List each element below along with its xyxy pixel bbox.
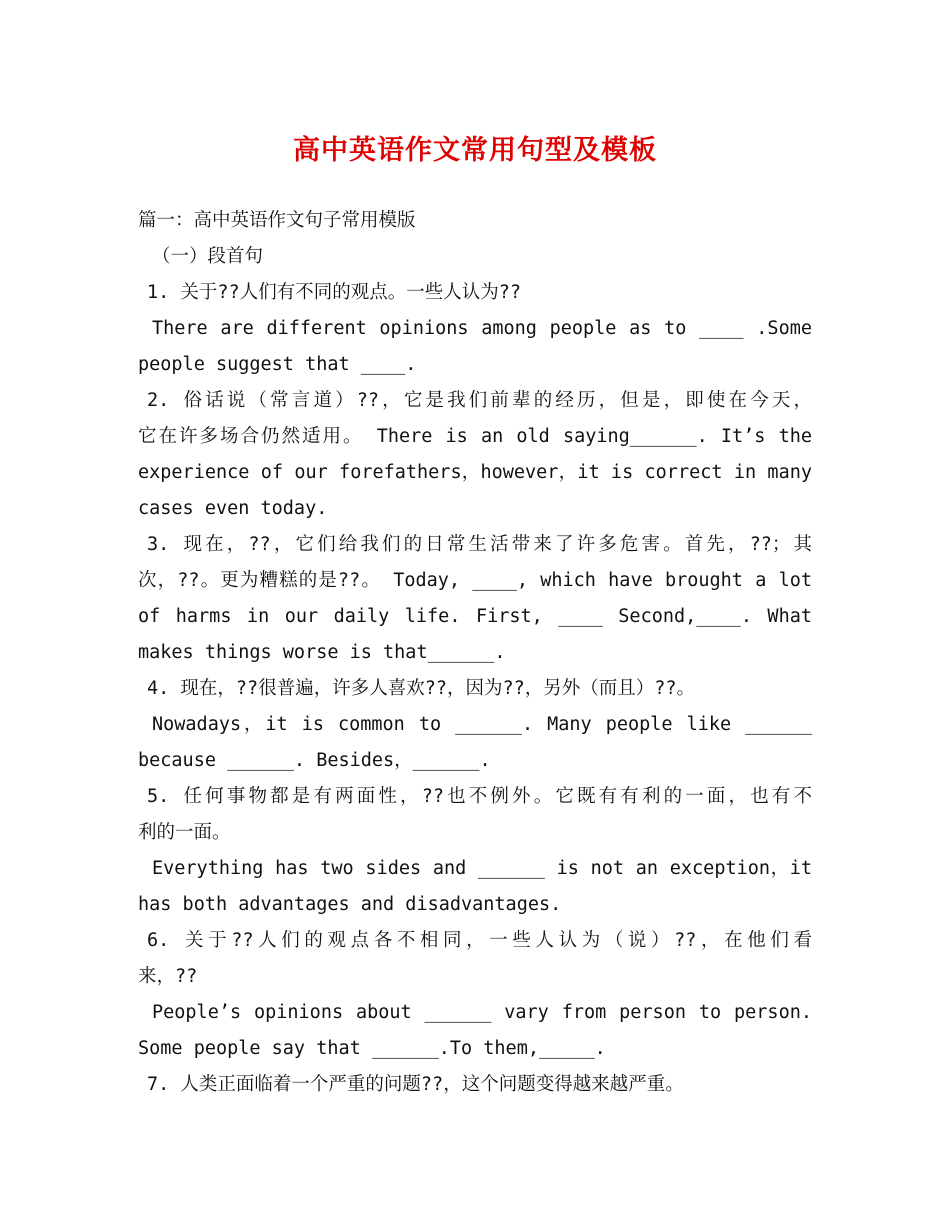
text-line: 3. 现在，??，它们给我们的日常生活带来了许多危害。首先，??；其 [147, 534, 812, 555]
text-line: There are different opinions among people as to ____ .Some [152, 318, 812, 339]
text-line: 2. 俗话说（常言道）??，它是我们前辈的经历，但是，即使在今天， [147, 390, 812, 411]
text-line: has both advantages and disadvantages. [138, 894, 562, 915]
document-title: 高中英语作文常用句型及模板 [293, 135, 657, 166]
text-line: （一）段首句 [152, 246, 264, 267]
text-line: 利的一面。 [138, 822, 231, 843]
document-body [138, 203, 812, 1103]
text-line: 1. 关于??人们有不同的观点。一些人认为?? [147, 282, 521, 303]
text-line: 它在许多场合仍然适用。 There is an old saying______. It’s the [138, 426, 812, 447]
text-line: Everything has two sides and ______ is not an exception，it [152, 858, 812, 879]
text-line: of harms in our daily life. First, ____ Second,____. What [138, 606, 812, 627]
text-line: because ______. Besides，______. [138, 750, 491, 771]
text-line: 5. 任何事物都是有两面性，??也不例外。它既有有利的一面，也有不 [147, 786, 812, 807]
text-line: 6. 关于??人们的观点各不相同，一些人认为（说）??，在他们看 [147, 930, 812, 951]
text-line: 7. 人类正面临着一个严重的问题??，这个问题变得越来越严重。 [147, 1074, 684, 1095]
text-line: Nowadays，it is common to ______. Many people like ______ [152, 714, 812, 735]
text-line: people suggest that ____. [138, 354, 417, 375]
text-line: experience of our forefathers，however，it is correct in many [138, 462, 812, 483]
text-line: 次，??。更为糟糕的是??。 Today, ____, which have brought a lot [138, 570, 812, 591]
text-line: People’s opinions about ______ vary from person to person. [152, 1002, 812, 1023]
text-line: makes things worse is that______. [138, 642, 506, 663]
text-line: 4. 现在，??很普遍，许多人喜欢??，因为??，另外（而且）??。 [147, 678, 696, 699]
text-line: cases even today. [138, 498, 328, 519]
text-line: Some people say that ______.To them,_____. [138, 1038, 606, 1059]
text-line: 来，?? [138, 966, 198, 987]
text-line: 篇一：高中英语作文句子常用模版 [138, 210, 416, 231]
